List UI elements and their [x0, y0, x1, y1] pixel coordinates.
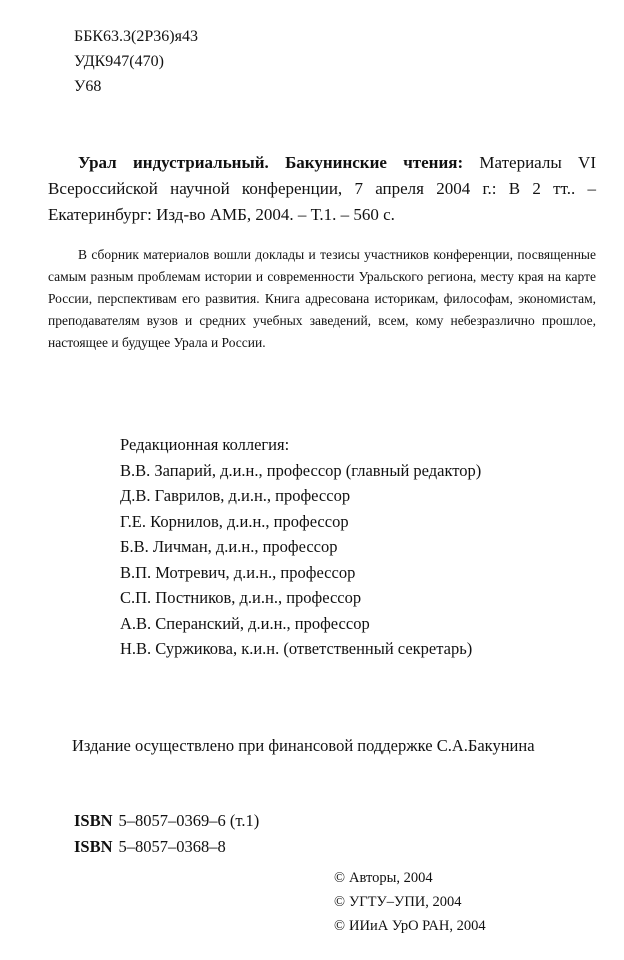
copyright-holder: Авторы, 2004: [349, 870, 433, 886]
copyright-line: [334, 866, 486, 890]
bbk-code: ББК63.3(2Р36)я43: [74, 28, 198, 45]
isbn-label: ISBN: [74, 811, 113, 830]
isbn-number: 5–8057–0368–8: [118, 837, 226, 856]
isbn-number: 5–8057–0369–6 (т.1): [118, 811, 260, 830]
bibliographic-citation: [48, 150, 596, 228]
funding-note: Издание осуществлено при финансовой поддержке С.А.Бакунина: [72, 736, 535, 755]
copyright-symbol: ©: [334, 894, 346, 910]
editorial-board: [120, 432, 481, 662]
isbn-line: [74, 834, 259, 860]
copyright-block: [334, 866, 486, 938]
copyright-symbol: ©: [334, 918, 346, 934]
copyright-holder: УГТУ–УПИ, 2004: [349, 894, 462, 910]
classification-codes: [74, 24, 198, 99]
board-member: Г.Е. Корнилов, д.и.н., профессор: [120, 511, 349, 531]
board-member: В.В. Запарий, д.и.н., профессор (главный редактор): [120, 460, 482, 480]
copyright-symbol: ©: [334, 870, 346, 886]
citation-details: Материалы VI Всероссийской научной конференции, 7 апреля 2004 г.: В 2 тт.. – Екатеринбург: Изд-во АМБ, 2004. – Т.1. – 560 с.: [48, 153, 596, 224]
board-member: С.П. Постников, д.и.н., профессор: [120, 588, 362, 607]
copyright-holder: ИИиА УрО РАН, 2004: [349, 918, 486, 934]
udk-code: УДК947(470): [74, 53, 164, 70]
isbn-label: ISBN: [74, 837, 113, 856]
isbn-line: [74, 808, 259, 834]
board-member: В.П. Мотревич, д.и.н., профессор: [120, 562, 356, 582]
board-member: Д.В. Гаврилов, д.и.н., профессор: [120, 486, 351, 505]
author-mark: У68: [74, 78, 102, 95]
board-member: А.В. Сперанский, д.и.н., профессор: [120, 613, 370, 633]
abstract: В сборник материалов вошли доклады и тезисы участников конференции, посвященные самым разным проблемам истории и современности Уральского региона, месту края на карте России, перспективам его развития. Книга адресована историкам, философам, экономистам, преподавателям вузов и средних учебных заведений, всем, кому небезразлично прошлое, настоящее и будущее Урала и России.: [48, 247, 596, 350]
copyright-line: [334, 890, 486, 914]
copyright-line: [334, 914, 486, 938]
board-member: Б.В. Личман, д.и.н., профессор: [120, 537, 338, 556]
citation-title: Урал индустриальный. Бакунинские чтения:: [78, 153, 464, 172]
board-member: Н.В. Суржикова, к.и.н. (ответственный секретарь): [120, 639, 473, 658]
editorial-board-heading: Редакционная коллегия:: [120, 435, 290, 454]
isbn-block: [74, 808, 259, 860]
